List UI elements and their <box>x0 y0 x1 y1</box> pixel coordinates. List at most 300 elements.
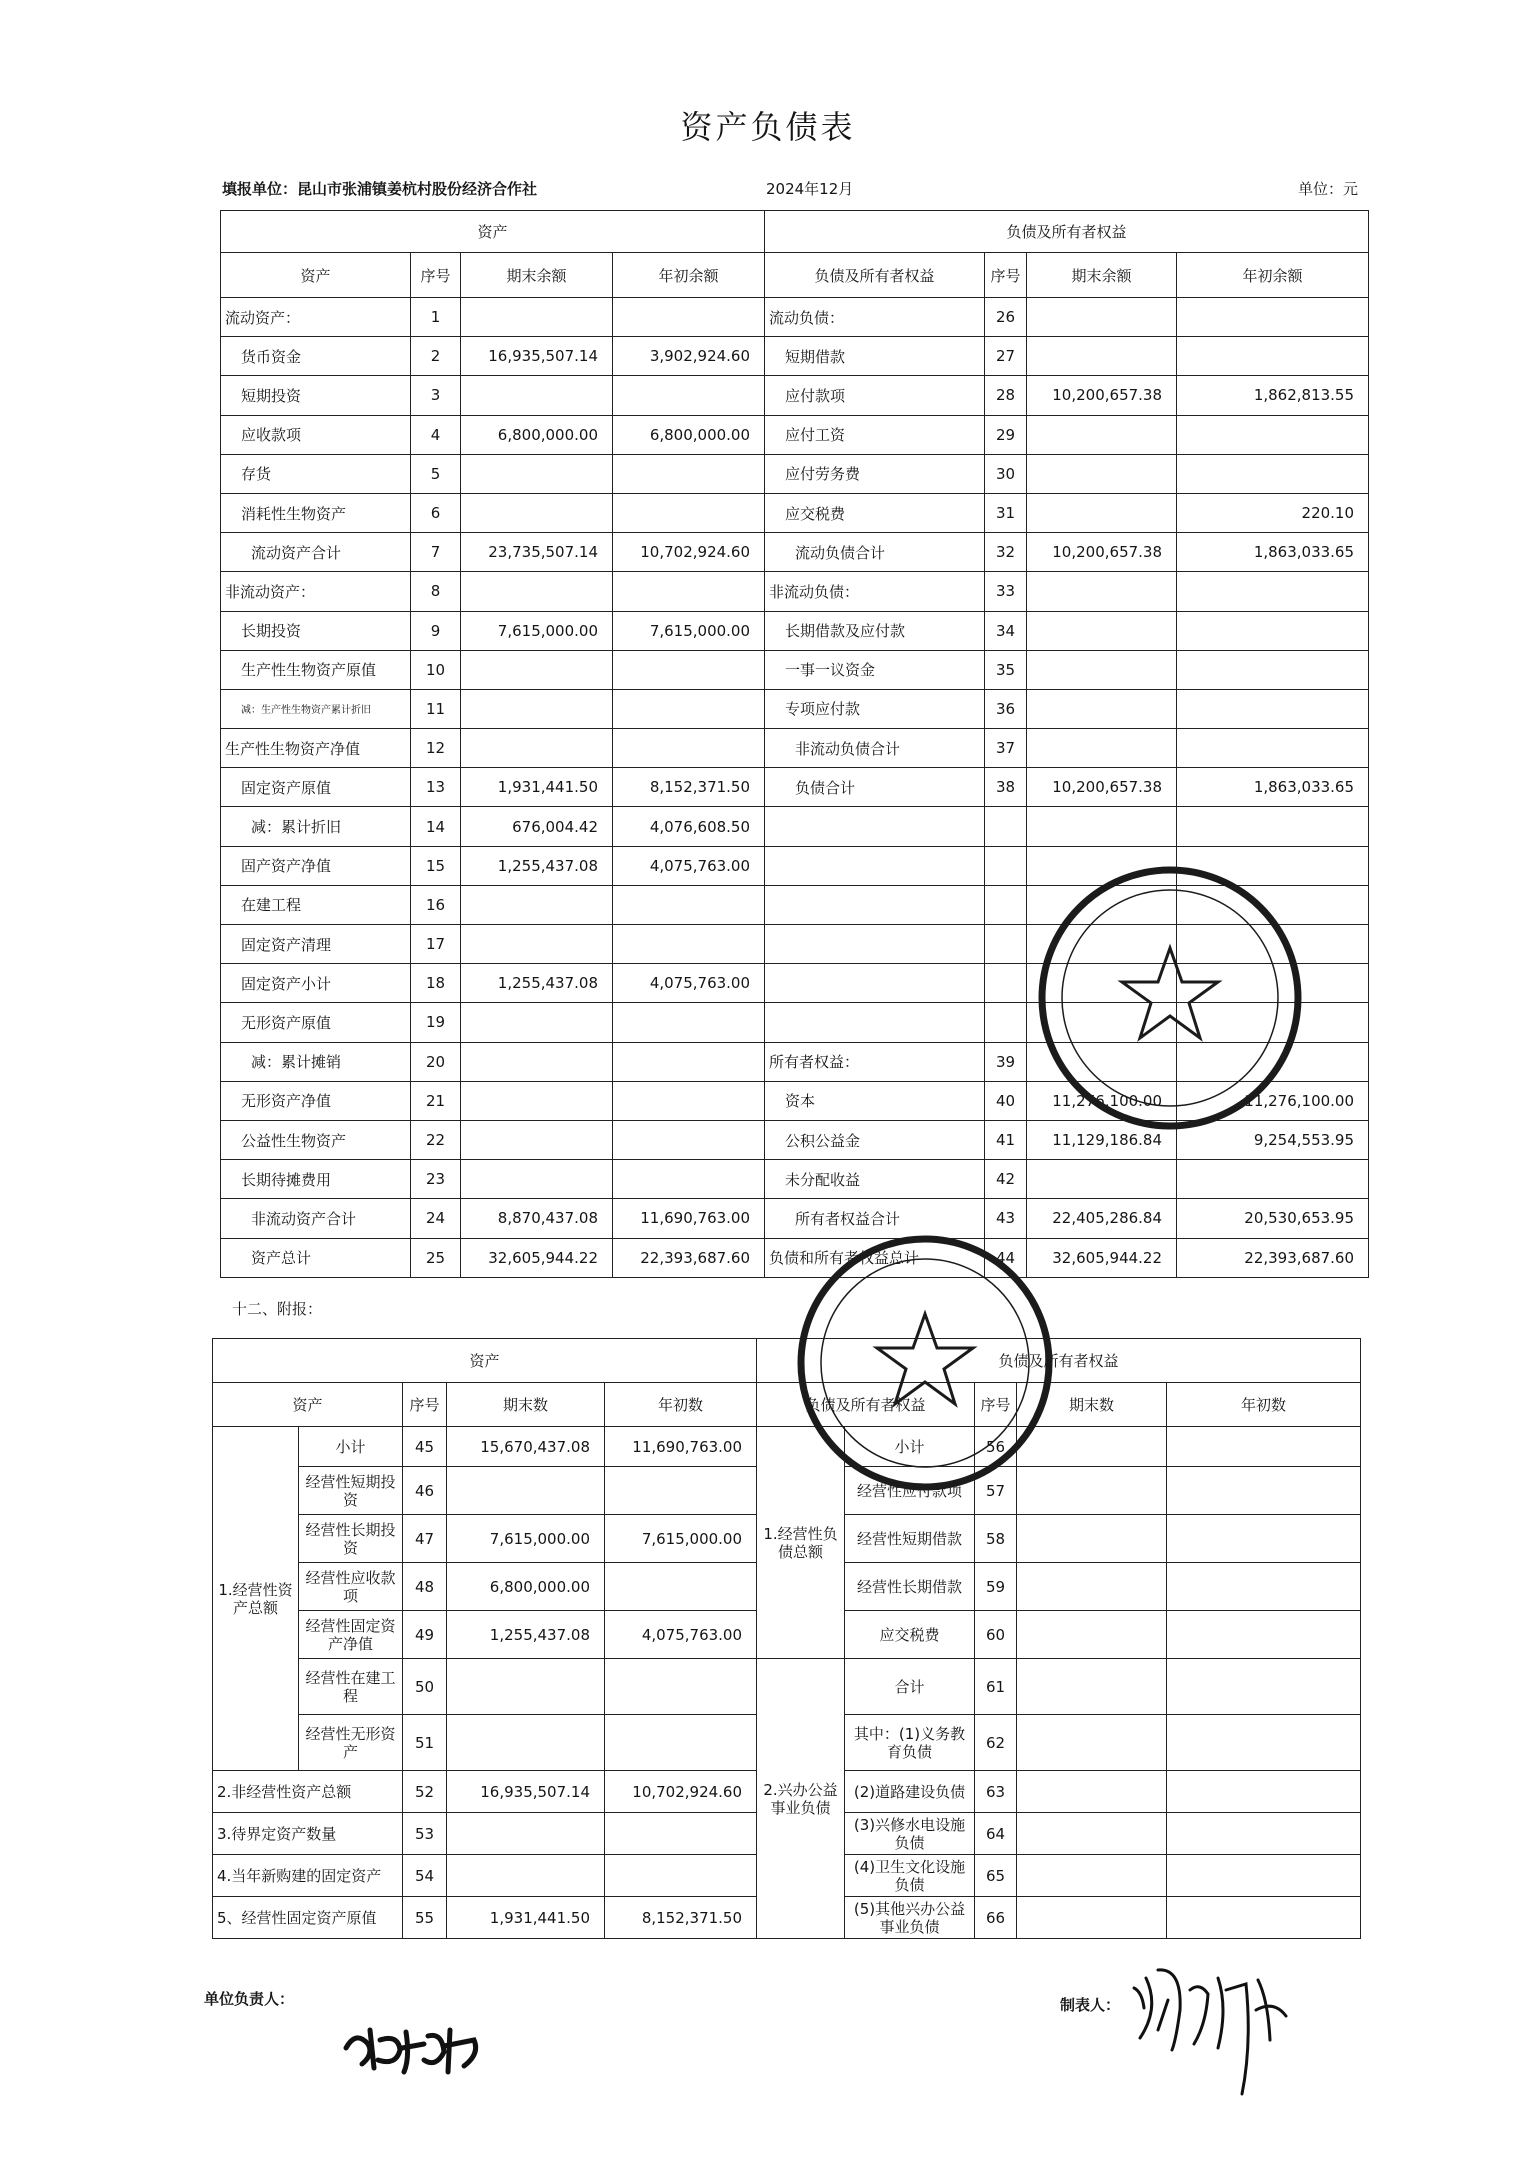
liability-row-no <box>985 807 1027 846</box>
liability-begin-balance: 220.10 <box>1177 493 1369 532</box>
asset-label: 生产性生物资产原值 <box>221 650 411 689</box>
table-row <box>221 650 1369 689</box>
liability-end-value <box>1017 1611 1167 1659</box>
asset-end-value: 15,670,437.08 <box>447 1427 605 1467</box>
liability-end-balance: 32,605,944.22 <box>1027 1238 1177 1277</box>
liability-label: 应付工资 <box>765 415 985 454</box>
col-begin: 年初数 <box>1167 1383 1361 1427</box>
asset-begin-value <box>605 1855 757 1897</box>
liability-begin-balance <box>1177 415 1369 454</box>
liability-begin-balance <box>1177 807 1369 846</box>
asset-row-no: 1 <box>411 298 461 337</box>
asset-end-balance <box>461 689 613 728</box>
liability-end-balance <box>1027 729 1177 768</box>
asset-row-no: 5 <box>411 454 461 493</box>
asset-begin-balance <box>613 1081 765 1120</box>
asset-row-no: 8 <box>411 572 461 611</box>
asset-label: 在建工程 <box>221 885 411 924</box>
liability-end-value <box>1017 1813 1167 1855</box>
liability-begin-balance <box>1177 650 1369 689</box>
asset-begin-value <box>605 1467 757 1515</box>
liability-end-balance <box>1027 846 1177 885</box>
liability-row-no: 36 <box>985 689 1027 728</box>
asset-label: 固定资产小计 <box>221 964 411 1003</box>
liability-label: 小计 <box>845 1427 975 1467</box>
table-row <box>221 493 1369 532</box>
liability-row-no: 32 <box>985 533 1027 572</box>
table-row <box>221 298 1369 337</box>
asset-row-no: 17 <box>411 925 461 964</box>
table-row <box>221 689 1369 728</box>
liability-end-balance <box>1027 807 1177 846</box>
asset-end-balance: 32,605,944.22 <box>461 1238 613 1277</box>
liability-end-balance <box>1027 298 1177 337</box>
liability-label: 经营性短期借款 <box>845 1515 975 1563</box>
asset-label: 长期待摊费用 <box>221 1160 411 1199</box>
liability-end-balance: 11,129,186.84 <box>1027 1120 1177 1159</box>
asset-row-no: 23 <box>411 1160 461 1199</box>
section-liabilities: 负债及所有者权益 <box>765 211 1369 253</box>
liability-row-no: 41 <box>985 1120 1027 1159</box>
asset-row-no: 49 <box>403 1611 447 1659</box>
liability-row-no: 64 <box>975 1813 1017 1855</box>
asset-begin-balance: 7,615,000.00 <box>613 611 765 650</box>
asset-end-value <box>447 1715 605 1771</box>
asset-row-no: 51 <box>403 1715 447 1771</box>
asset-label: 资产总计 <box>221 1238 411 1277</box>
liability-row-no: 59 <box>975 1563 1017 1611</box>
asset-row-no: 12 <box>411 729 461 768</box>
asset-end-balance <box>461 925 613 964</box>
asset-end-balance: 16,935,507.14 <box>461 337 613 376</box>
asset-label: 应收款项 <box>221 415 411 454</box>
asset-label: 非流动资产： <box>221 572 411 611</box>
asset-label: 无形资产净值 <box>221 1081 411 1120</box>
asset-end-balance <box>461 885 613 924</box>
asset-end-balance <box>461 1042 613 1081</box>
asset-row-no: 13 <box>411 768 461 807</box>
liability-label: (5)其他兴办公益事业负债 <box>845 1897 975 1939</box>
liability-end-value <box>1017 1427 1167 1467</box>
supplementary-table <box>212 1338 1361 1939</box>
head-signature <box>340 2018 490 2078</box>
table-row <box>221 1081 1369 1120</box>
liability-begin-balance <box>1177 925 1369 964</box>
liability-end-balance <box>1027 572 1177 611</box>
liability-row-no: 39 <box>985 1042 1027 1081</box>
liability-end-value <box>1017 1515 1167 1563</box>
asset-label: 货币资金 <box>221 337 411 376</box>
asset-label: 3.待界定资产数量 <box>213 1813 403 1855</box>
asset-begin-value <box>605 1715 757 1771</box>
liability-label: (3)兴修水电设施负债 <box>845 1813 975 1855</box>
asset-begin-balance <box>613 650 765 689</box>
asset-end-balance: 1,931,441.50 <box>461 768 613 807</box>
asset-label: 经营性无形资产 <box>299 1715 403 1771</box>
asset-begin-balance <box>613 1003 765 1042</box>
liability-label: 非流动负债： <box>765 572 985 611</box>
liability-begin-value <box>1167 1897 1361 1939</box>
asset-end-balance <box>461 729 613 768</box>
asset-row-no: 45 <box>403 1427 447 1467</box>
asset-end-balance <box>461 1081 613 1120</box>
asset-begin-balance: 8,152,371.50 <box>613 768 765 807</box>
liability-end-value <box>1017 1467 1167 1515</box>
liability-end-value <box>1017 1563 1167 1611</box>
liability-label: 非流动负债合计 <box>765 729 985 768</box>
asset-begin-balance <box>613 689 765 728</box>
liability-end-balance <box>1027 337 1177 376</box>
table-row <box>221 1199 1369 1238</box>
liability-label: 专项应付款 <box>765 689 985 728</box>
liability-label: 所有者权益合计 <box>765 1199 985 1238</box>
asset-label: 长期投资 <box>221 611 411 650</box>
col-liability: 负债及所有者权益 <box>757 1383 975 1427</box>
liability-label: 应交税费 <box>765 493 985 532</box>
table-row <box>221 1238 1369 1277</box>
asset-row-no: 18 <box>411 964 461 1003</box>
section-assets: 资产 <box>213 1339 757 1383</box>
asset-row-no: 9 <box>411 611 461 650</box>
col-end: 期末余额 <box>461 253 613 298</box>
liability-label <box>765 885 985 924</box>
liability-label: 短期借款 <box>765 337 985 376</box>
liability-row-no: 60 <box>975 1611 1017 1659</box>
table-row <box>221 454 1369 493</box>
asset-row-no: 24 <box>411 1199 461 1238</box>
asset-end-balance <box>461 454 613 493</box>
col-asset: 资产 <box>221 253 411 298</box>
liability-end-value <box>1017 1855 1167 1897</box>
col-no: 序号 <box>411 253 461 298</box>
liability-end-balance: 22,405,286.84 <box>1027 1199 1177 1238</box>
asset-row-no: 48 <box>403 1563 447 1611</box>
asset-label: 公益性生物资产 <box>221 1120 411 1159</box>
liability-row-no: 40 <box>985 1081 1027 1120</box>
asset-end-balance <box>461 1160 613 1199</box>
asset-row-no: 19 <box>411 1003 461 1042</box>
liability-end-balance <box>1027 964 1177 1003</box>
liability-end-balance <box>1027 1042 1177 1081</box>
liability-end-value <box>1017 1659 1167 1715</box>
liability-row-no: 42 <box>985 1160 1027 1199</box>
asset-begin-balance <box>613 298 765 337</box>
liability-end-balance <box>1027 650 1177 689</box>
asset-label: 短期投资 <box>221 376 411 415</box>
liability-row-no <box>985 964 1027 1003</box>
liability-begin-value <box>1167 1515 1361 1563</box>
liability-end-balance <box>1027 454 1177 493</box>
asset-begin-value: 4,075,763.00 <box>605 1611 757 1659</box>
table-row <box>221 337 1369 376</box>
liability-begin-balance <box>1177 298 1369 337</box>
table-row <box>221 572 1369 611</box>
liability-end-value <box>1017 1897 1167 1939</box>
maker-signature <box>1128 1960 1298 2100</box>
asset-row-no: 6 <box>411 493 461 532</box>
asset-label: 小计 <box>299 1427 403 1467</box>
liability-label: 应交税费 <box>845 1611 975 1659</box>
asset-row-no: 55 <box>403 1897 447 1939</box>
liability-begin-balance <box>1177 1003 1369 1042</box>
asset-end-balance: 1,255,437.08 <box>461 846 613 885</box>
asset-end-balance: 7,615,000.00 <box>461 611 613 650</box>
asset-begin-balance: 10,702,924.60 <box>613 533 765 572</box>
asset-begin-balance: 4,076,608.50 <box>613 807 765 846</box>
asset-begin-balance <box>613 376 765 415</box>
col-end: 期末数 <box>1017 1383 1167 1427</box>
asset-label: 固定资产原值 <box>221 768 411 807</box>
liability-begin-balance <box>1177 846 1369 885</box>
liability-end-balance: 10,200,657.38 <box>1027 768 1177 807</box>
liability-label: 应付款项 <box>765 376 985 415</box>
liability-end-balance <box>1027 611 1177 650</box>
asset-begin-balance <box>613 493 765 532</box>
asset-end-value <box>447 1659 605 1715</box>
asset-end-balance <box>461 572 613 611</box>
liability-begin-balance <box>1177 454 1369 493</box>
table-row <box>221 1160 1369 1199</box>
asset-begin-balance <box>613 1120 765 1159</box>
asset-row-no: 7 <box>411 533 461 572</box>
asset-end-value: 7,615,000.00 <box>447 1515 605 1563</box>
table-row <box>221 846 1369 885</box>
asset-begin-value: 7,615,000.00 <box>605 1515 757 1563</box>
maker-label: 制表人： <box>1060 1996 1121 2014</box>
liability-row-no: 61 <box>975 1659 1017 1715</box>
asset-begin-balance <box>613 1160 765 1199</box>
asset-end-balance: 23,735,507.14 <box>461 533 613 572</box>
liability-end-balance: 11,276,100.00 <box>1027 1081 1177 1120</box>
liability-row-no: 37 <box>985 729 1027 768</box>
liability-label: 应付劳务费 <box>765 454 985 493</box>
table-row <box>221 415 1369 454</box>
asset-begin-value <box>605 1659 757 1715</box>
asset-begin-balance: 22,393,687.60 <box>613 1238 765 1277</box>
asset-begin-balance <box>613 729 765 768</box>
asset-end-balance <box>461 1003 613 1042</box>
section-liabilities: 负债及所有者权益 <box>757 1339 1361 1383</box>
asset-end-balance <box>461 376 613 415</box>
asset-label: 经营性长期投资 <box>299 1515 403 1563</box>
liability-begin-balance: 1,863,033.65 <box>1177 533 1369 572</box>
table-row <box>221 729 1369 768</box>
asset-begin-value <box>605 1813 757 1855</box>
liability-label: 负债和所有者权益总计 <box>765 1238 985 1277</box>
asset-label: 流动资产合计 <box>221 533 411 572</box>
liability-label: 经营性应付款项 <box>845 1467 975 1515</box>
asset-row-no: 52 <box>403 1771 447 1813</box>
table-row <box>221 925 1369 964</box>
col-liability: 负债及所有者权益 <box>765 253 985 298</box>
liability-row-no: 33 <box>985 572 1027 611</box>
liability-label: (4)卫生文化设施负债 <box>845 1855 975 1897</box>
asset-row-no: 11 <box>411 689 461 728</box>
asset-row-no: 25 <box>411 1238 461 1277</box>
asset-begin-balance: 4,075,763.00 <box>613 846 765 885</box>
liability-begin-balance <box>1177 1160 1369 1199</box>
liability-end-balance <box>1027 493 1177 532</box>
liability-row-no: 62 <box>975 1715 1017 1771</box>
asset-row-no: 20 <box>411 1042 461 1081</box>
liability-begin-balance: 20,530,653.95 <box>1177 1199 1369 1238</box>
table-row <box>221 1042 1369 1081</box>
asset-begin-value <box>605 1563 757 1611</box>
liability-row-no: 58 <box>975 1515 1017 1563</box>
asset-row-no: 15 <box>411 846 461 885</box>
liability-begin-value <box>1167 1771 1361 1813</box>
liability-row-no: 44 <box>985 1238 1027 1277</box>
liability-label: 流动负债： <box>765 298 985 337</box>
asset-label: 减：生产性生物资产累计折旧 <box>221 689 411 728</box>
table-row <box>221 768 1369 807</box>
liability-end-value <box>1017 1771 1167 1813</box>
asset-row-no: 50 <box>403 1659 447 1715</box>
col-begin: 年初余额 <box>1177 253 1369 298</box>
liability-label <box>765 807 985 846</box>
asset-label: 5、经营性固定资产原值 <box>213 1897 403 1939</box>
col-begin: 年初数 <box>605 1383 757 1427</box>
liability-begin-balance: 1,863,033.65 <box>1177 768 1369 807</box>
asset-label: 固产资产净值 <box>221 846 411 885</box>
liability-begin-value <box>1167 1611 1361 1659</box>
liability-row-no: 56 <box>975 1427 1017 1467</box>
table-row <box>221 885 1369 924</box>
asset-row-no: 10 <box>411 650 461 689</box>
liability-begin-balance: 1,862,813.55 <box>1177 376 1369 415</box>
liability-row-no: 31 <box>985 493 1027 532</box>
asset-end-value: 1,255,437.08 <box>447 1611 605 1659</box>
asset-end-balance: 6,800,000.00 <box>461 415 613 454</box>
table-row <box>221 964 1369 1003</box>
asset-end-balance <box>461 298 613 337</box>
asset-row-no: 54 <box>403 1855 447 1897</box>
asset-begin-balance: 11,690,763.00 <box>613 1199 765 1238</box>
report-period: 2024年12月 <box>766 180 854 198</box>
liability-end-balance <box>1027 689 1177 728</box>
asset-end-value: 6,800,000.00 <box>447 1563 605 1611</box>
col-no: 序号 <box>985 253 1027 298</box>
liability-label: 合计 <box>845 1659 975 1715</box>
asset-label: 经营性固定资产净值 <box>299 1611 403 1659</box>
liability-label: 经营性长期借款 <box>845 1563 975 1611</box>
asset-label: 经营性应收款项 <box>299 1563 403 1611</box>
asset-row-no: 2 <box>411 337 461 376</box>
liability-row-no: 26 <box>985 298 1027 337</box>
liability-label <box>765 1003 985 1042</box>
liability-begin-value <box>1167 1715 1361 1771</box>
table-row <box>221 376 1369 415</box>
asset-begin-balance <box>613 572 765 611</box>
asset-begin-balance: 6,800,000.00 <box>613 415 765 454</box>
liability-label: 其中：(1)义务教育负债 <box>845 1715 975 1771</box>
balance-sheet-table <box>220 210 1369 1278</box>
liability-begin-balance: 9,254,553.95 <box>1177 1120 1369 1159</box>
asset-end-value <box>447 1855 605 1897</box>
operating-liabilities-group: 1.经营性负债总额 <box>757 1427 845 1659</box>
liability-label: 一事一议资金 <box>765 650 985 689</box>
asset-end-balance <box>461 493 613 532</box>
asset-label: 固定资产清理 <box>221 925 411 964</box>
liability-label: (2)道路建设负债 <box>845 1771 975 1813</box>
liability-label: 长期借款及应付款 <box>765 611 985 650</box>
liability-begin-balance <box>1177 611 1369 650</box>
liability-row-no: 63 <box>975 1771 1017 1813</box>
page-title: 资产负债表 <box>680 108 856 146</box>
liability-begin-value <box>1167 1563 1361 1611</box>
asset-end-balance: 1,255,437.08 <box>461 964 613 1003</box>
asset-label: 生产性生物资产净值 <box>221 729 411 768</box>
liability-row-no <box>985 1003 1027 1042</box>
public-welfare-liabilities-group: 2.兴办公益事业负债 <box>757 1659 845 1939</box>
asset-label: 消耗性生物资产 <box>221 493 411 532</box>
liability-end-balance <box>1027 1160 1177 1199</box>
asset-label: 4.当年新购建的固定资产 <box>213 1855 403 1897</box>
table-row <box>221 1003 1369 1042</box>
col-no: 序号 <box>975 1383 1017 1427</box>
liability-begin-balance: 22,393,687.60 <box>1177 1238 1369 1277</box>
col-end: 期末余额 <box>1027 253 1177 298</box>
asset-label: 减：累计折旧 <box>221 807 411 846</box>
asset-end-value <box>447 1467 605 1515</box>
asset-label: 2.非经营性资产总额 <box>213 1771 403 1813</box>
liability-label: 负债合计 <box>765 768 985 807</box>
asset-begin-balance <box>613 454 765 493</box>
col-begin: 年初余额 <box>613 253 765 298</box>
asset-begin-value: 8,152,371.50 <box>605 1897 757 1939</box>
asset-row-no: 3 <box>411 376 461 415</box>
currency-unit: 单位：元 <box>1298 180 1359 198</box>
liability-begin-value <box>1167 1659 1361 1715</box>
asset-label: 经营性在建工程 <box>299 1659 403 1715</box>
asset-begin-balance <box>613 925 765 964</box>
liability-begin-value <box>1167 1813 1361 1855</box>
liability-row-no: 66 <box>975 1897 1017 1939</box>
asset-label: 无形资产原值 <box>221 1003 411 1042</box>
liability-end-value <box>1017 1715 1167 1771</box>
asset-end-balance <box>461 650 613 689</box>
liability-row-no: 38 <box>985 768 1027 807</box>
liability-end-balance: 10,200,657.38 <box>1027 376 1177 415</box>
asset-row-no: 22 <box>411 1120 461 1159</box>
liability-row-no: 29 <box>985 415 1027 454</box>
asset-label: 非流动资产合计 <box>221 1199 411 1238</box>
liability-begin-value <box>1167 1467 1361 1515</box>
liability-row-no: 34 <box>985 611 1027 650</box>
table-row <box>213 1427 1361 1467</box>
liability-begin-balance <box>1177 689 1369 728</box>
asset-row-no: 16 <box>411 885 461 924</box>
liability-row-no: 57 <box>975 1467 1017 1515</box>
liability-begin-balance <box>1177 1042 1369 1081</box>
liability-row-no: 27 <box>985 337 1027 376</box>
liability-begin-balance <box>1177 729 1369 768</box>
asset-row-no: 53 <box>403 1813 447 1855</box>
asset-begin-balance <box>613 1042 765 1081</box>
table-row <box>221 1120 1369 1159</box>
liability-end-balance <box>1027 885 1177 924</box>
asset-end-value: 16,935,507.14 <box>447 1771 605 1813</box>
liability-end-balance <box>1027 415 1177 454</box>
table-row <box>213 1659 1361 1715</box>
asset-row-no: 46 <box>403 1467 447 1515</box>
table-row <box>221 611 1369 650</box>
asset-end-balance: 8,870,437.08 <box>461 1199 613 1238</box>
asset-row-no: 14 <box>411 807 461 846</box>
table-row <box>221 807 1369 846</box>
liability-begin-balance <box>1177 885 1369 924</box>
liability-label: 所有者权益： <box>765 1042 985 1081</box>
